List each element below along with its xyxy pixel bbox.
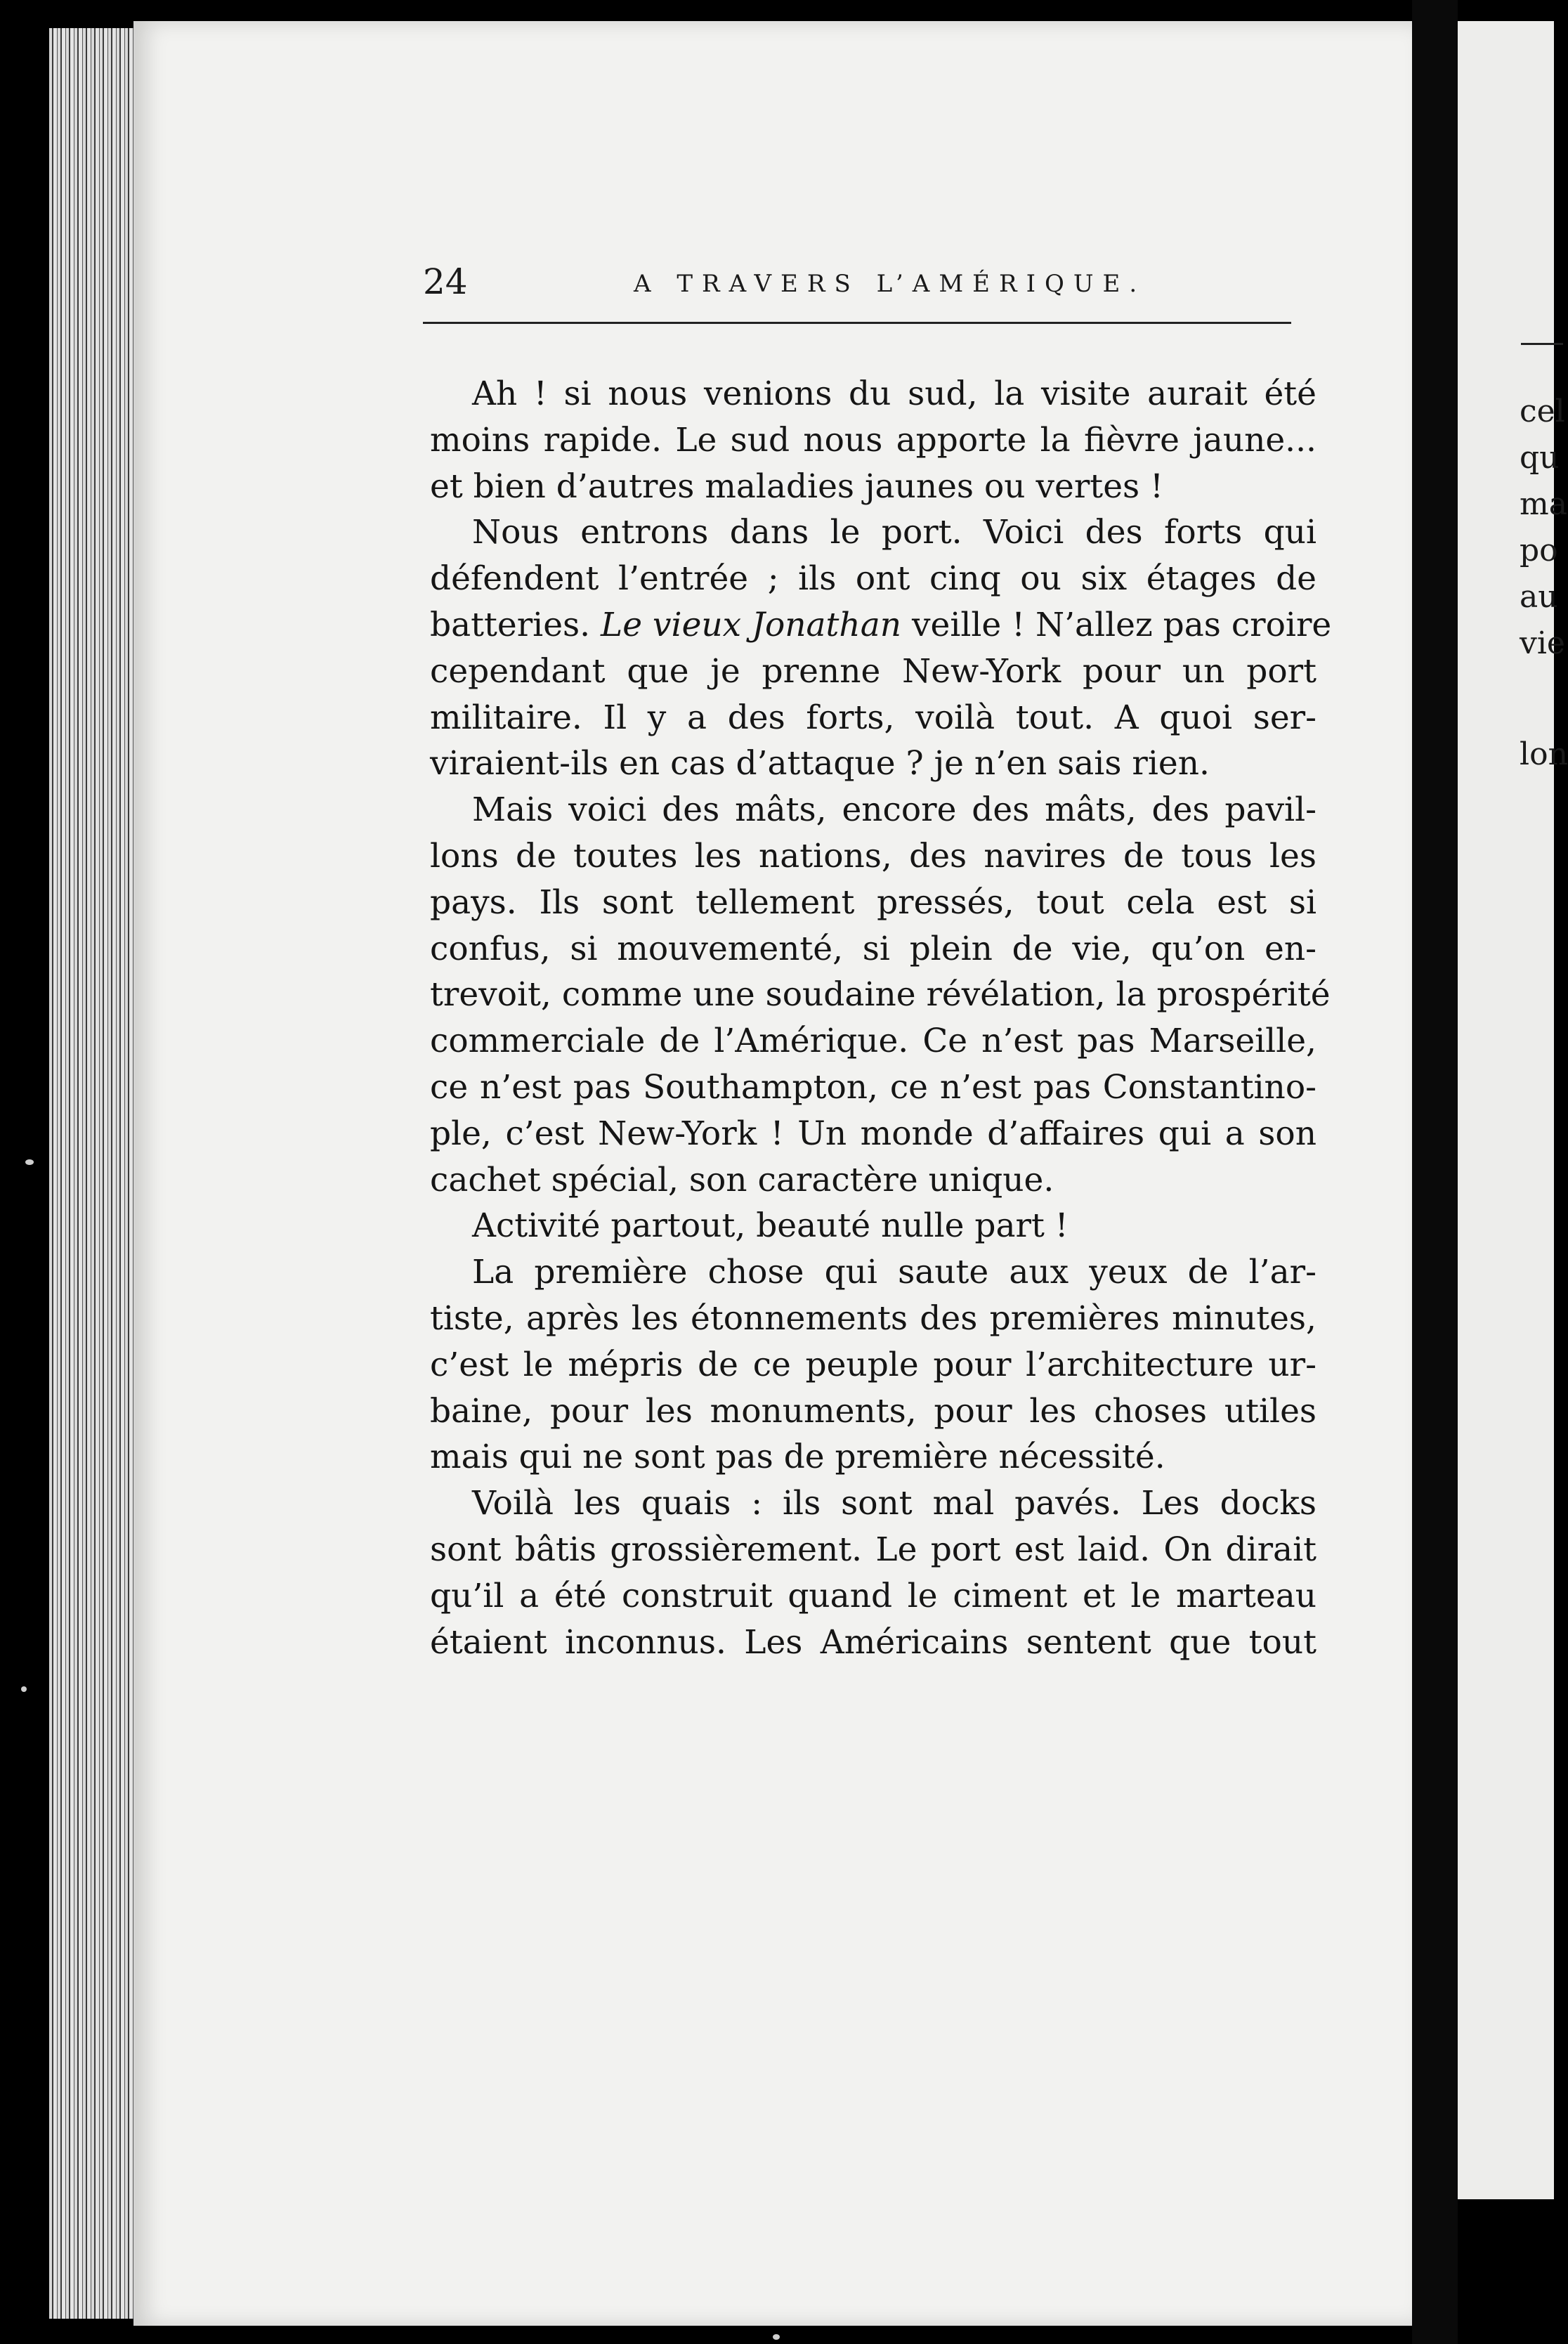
body-text: [430, 371, 1332, 1665]
text-span: batteries.: [430, 605, 591, 644]
text-line: baine, pour les monuments, pour les choses utiles: [430, 1391, 1317, 1431]
facing-page: [1458, 21, 1568, 2199]
facing-fragment: po: [1520, 533, 1558, 568]
text-line-mixed: [430, 602, 1332, 649]
text-line: La première chose qui saute aux yeux de l’ar-: [472, 1253, 1317, 1292]
scan-speck: [773, 2334, 780, 2340]
running-head-title: A TRAVERS L’AMÉRIQUE.: [634, 270, 1146, 298]
text-line: confus, si mouvementé, si plein de vie, qu’on en-: [430, 929, 1317, 968]
text-span: veille ! N’allez pas croire: [911, 605, 1332, 644]
text-line: c’est le mépris de ce peuple pour l’architecture ur-: [430, 1345, 1317, 1384]
text-line: Mais voici des mâts, encore des mâts, des pavil-: [472, 790, 1317, 830]
facing-fragment: vie: [1520, 625, 1565, 661]
facing-fragment: qu: [1520, 440, 1560, 476]
facing-fragment: cel: [1520, 393, 1565, 429]
text-line: Voilà les quais : ils sont mal pavés. Les docks: [472, 1484, 1317, 1523]
text-line: Nous entrons dans le port. Voici des forts qui: [472, 513, 1317, 552]
facing-header-rule: [1521, 343, 1563, 345]
facing-fragment: lon: [1520, 736, 1568, 772]
text-line: étaient inconnus. Les Américains sentent que tout: [430, 1622, 1317, 1662]
text-line: ple, c’est New-York ! Un monde d’affaires qui a son: [430, 1114, 1317, 1153]
text-line: trevoit, comme une soudaine révélation, la prospérité: [430, 975, 1331, 1015]
header-rule: [423, 322, 1291, 324]
page-edge-stack: [49, 28, 141, 2319]
text-line: viraient-ils en cas d’attaque ? je n’en sais rien.: [430, 744, 1210, 783]
text-line: moins rapide. Le sud nous apporte la fièvre jaune...: [430, 420, 1317, 460]
text-line: mais qui ne sont pas de première nécessité.: [430, 1438, 1165, 1477]
scan-speck: [21, 1686, 27, 1692]
facing-fragment: au: [1520, 579, 1558, 615]
text-line: commerciale de l’Amérique. Ce n’est pas Marseille,: [430, 1022, 1317, 1061]
scan-speck: [25, 1159, 34, 1165]
page-number: 24: [423, 261, 468, 302]
text-line: sont bâtis grossièrement. Le port est laid. On dirait: [430, 1530, 1317, 1569]
facing-fragment: ma: [1520, 486, 1567, 522]
text-line: militaire. Il y a des forts, voilà tout. A quoi ser-: [430, 698, 1317, 737]
running-head: [423, 261, 1294, 311]
text-line: défendent l’entrée ; ils ont cinq ou six étages de: [430, 559, 1317, 599]
text-line: tiste, après les étonnements des premières minutes,: [430, 1298, 1317, 1338]
text-line: qu’il a été construit quand le ciment et le marteau: [430, 1576, 1317, 1615]
text-line: et bien d’autres maladies jaunes ou vertes !: [430, 467, 1163, 506]
text-line: cependant que je prenne New-York pour un port: [430, 651, 1317, 691]
text-line: Ah ! si nous venions du sud, la visite aurait été: [472, 375, 1317, 413]
text-line: lons de toutes les nations, des navires de tous les: [430, 836, 1317, 875]
italic-text-span: Le vieux Jonathan: [601, 605, 901, 644]
text-line: ce n’est pas Southampton, ce n’est pas Constantino-: [430, 1067, 1317, 1107]
book-gutter: [1412, 0, 1458, 2344]
text-line: cachet spécial, son caractère unique.: [430, 1160, 1054, 1199]
text-line: Activité partout, beauté nulle part !: [472, 1206, 1069, 1246]
text-line: pays. Ils sont tellement pressés, tout cela est si: [430, 883, 1317, 922]
